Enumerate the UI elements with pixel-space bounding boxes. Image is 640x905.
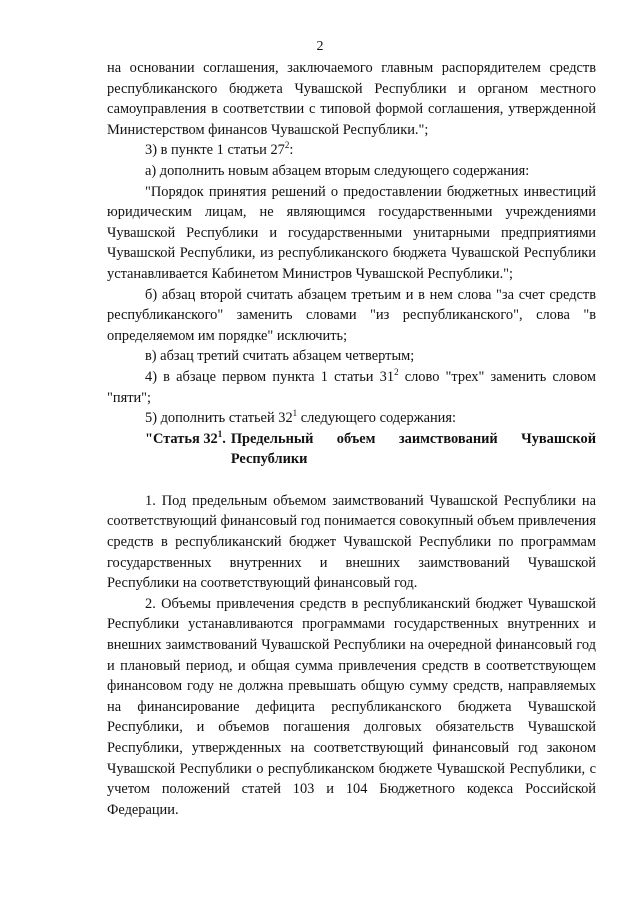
article-label-text: "Статья 32 [145, 430, 218, 447]
paragraph-subitem-a: а) дополнить новым абзацем вторым следующего содержания: [145, 162, 530, 179]
paragraph-article-part-2: 2. Объемы привлечения средств в республиканский бюджет Чувашской Республики устанавливаются программами государственных внутренних и внешних заимствований Чувашской Республики на очередной финансовый год и плановый период, и общая сумма привлечения средств в соответствующем финансовом году не должна превышать общую сумму средств, направляемых на финансирование дефицита республиканского бюджета Чувашской Республики, и объемов погашения долговых обязательств Чувашской Республики, утвержденных на соответствующий финансовый год законом Чувашской Республики о республиканском бюджете Чувашской Республики, с учетом положений статей 103 и 104 Бюджетного кодекса Российской Федерации. [107, 595, 596, 818]
paragraph-subitem-v: в) абзац третий считать абзацем четвертым; [145, 348, 415, 365]
article-heading [107, 429, 596, 470]
paragraph-subitem-b: б) абзац второй считать абзацем третьим и в нем слова "за счет средств республиканского" заменить словами "из республиканского", слова "в определяемом им порядке" исключить; [107, 286, 596, 344]
item-5-rest: следующего содержания: [297, 410, 456, 427]
item-4-superscript: 2 [394, 367, 399, 378]
article-label [145, 429, 231, 470]
article-label-superscript: 1 [217, 428, 223, 439]
item-5-superscript: 1 [292, 408, 298, 419]
page-number: 2 [316, 39, 324, 54]
item-4-rest: слово "трех" заменить словом "пяти"; [107, 368, 597, 406]
article-label-dot: . [222, 430, 226, 447]
item-3-text: 3) в пункте 1 статьи 27 [145, 142, 285, 159]
paragraph-item-3 [107, 140, 596, 161]
paragraph-item-5 [107, 408, 596, 429]
paragraph-item-4 [107, 367, 596, 408]
item-3-superscript: 2 [284, 140, 290, 151]
section-spacer [107, 470, 596, 491]
item-5-text: 5) дополнить статьей 32 [145, 410, 293, 427]
item-4-text: 4) в абзаце первом пункта 1 статьи 31 [145, 368, 395, 385]
document-body [107, 58, 596, 820]
paragraph-article-part-1: 1. Под предельным объемом заимствований Чувашской Республики на соответствующий финансовый год понимается совокупный объем привлечения средств в республиканский бюджет Чувашской Республики по программам государственных внутренних и внешних заимствований Чувашской Республики на соответствующий финансовый год. [107, 492, 596, 592]
paragraph-continuation: на основании соглашения, заключаемого главным распорядителем средств республиканского бюджета Чувашской Республики и органом местного самоуправления в соответствии с типовой формой соглашения, утвержденной Министерством финансов Чувашской Республики."; [107, 60, 596, 138]
item-3-colon: : [289, 142, 294, 159]
article-title: Предельный объем заимствований Чувашской Республики [230, 430, 596, 468]
paragraph-quoted-procedure: "Порядок принятия решений о предоставлении бюджетных инвестиций юридическим лицам, не являющимся государственными учреждениями Чувашской Республики и государственными унитарными предприятиями Чувашской Республики, из республиканского бюджета Чувашской Республики устанавливается Кабинетом Министров Чувашской Республики."; [107, 183, 596, 282]
